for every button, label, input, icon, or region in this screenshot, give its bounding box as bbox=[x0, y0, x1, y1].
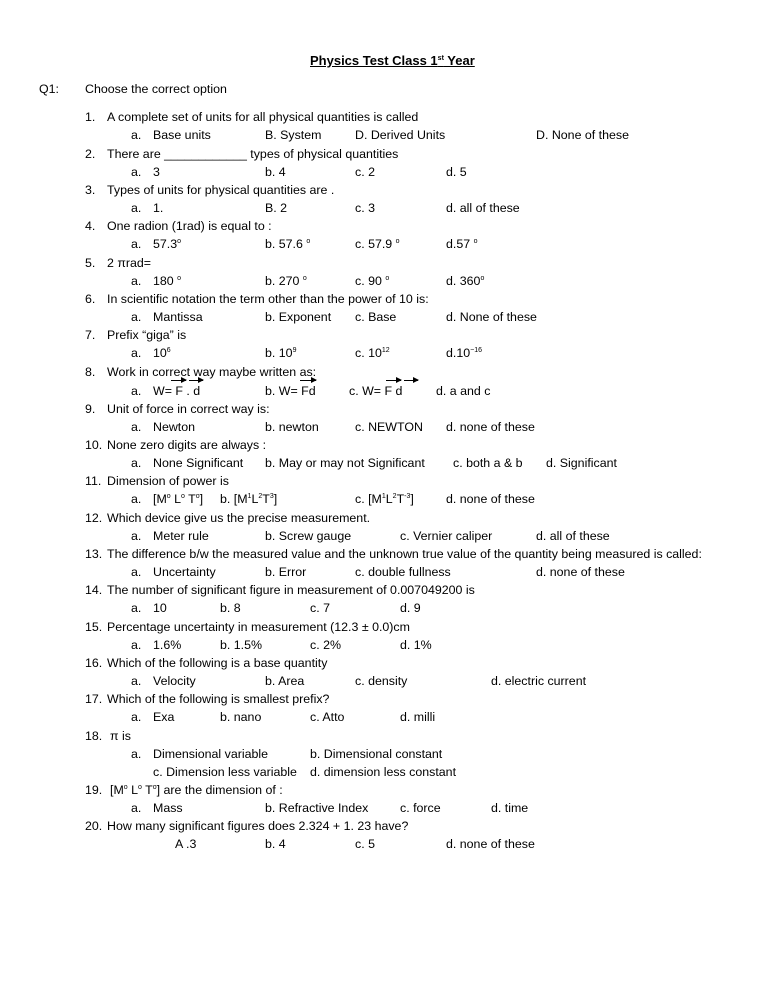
option-d: d. 9 bbox=[400, 601, 421, 615]
vector-arrow-icon bbox=[171, 380, 186, 381]
question-text: [$M^o$ $L^o$ $T^o$] are the dimension of : bbox=[110, 783, 283, 797]
question-number: 17. bbox=[85, 692, 103, 706]
vector-arrow-icon bbox=[404, 380, 418, 381]
option-c: c. $10^{12}$ bbox=[355, 346, 390, 360]
option-marker: a. bbox=[131, 346, 142, 360]
option-marker: a. bbox=[131, 128, 142, 142]
option-b: b. 4 bbox=[265, 165, 286, 179]
question-number: 3. bbox=[85, 183, 96, 197]
option-c: c. double fullness bbox=[355, 565, 451, 579]
section-instruction: Choose the correct option bbox=[85, 82, 227, 96]
option-b: b. 1.5% bbox=[220, 638, 263, 652]
option-marker: a. bbox=[131, 674, 142, 688]
option-marker: a. bbox=[131, 456, 142, 470]
option-b: b. Refractive Index bbox=[265, 801, 369, 815]
question-number: 15. bbox=[85, 620, 103, 634]
question-section-label: Q1: bbox=[39, 82, 59, 96]
option-d: d. dimension less constant bbox=[310, 765, 457, 779]
option-c: c. NEWTON bbox=[355, 420, 423, 434]
option-a: Mass bbox=[153, 801, 183, 815]
question-text: Which of the following is a base quantity bbox=[107, 656, 328, 670]
option-d: d. 5 bbox=[446, 165, 467, 179]
option-a: [$M^o$ $L^o$ $T^o$] bbox=[153, 492, 204, 506]
page-title: Physics Test Class 1st Year bbox=[310, 53, 475, 68]
question-text: Types of units for physical quantities are . bbox=[107, 183, 335, 197]
question-text: 2 πrad= bbox=[107, 256, 152, 270]
question-number: 4. bbox=[85, 219, 96, 233]
option-c: c. density bbox=[355, 674, 408, 688]
question-number: 6. bbox=[85, 292, 96, 306]
option-marker: a. bbox=[131, 384, 142, 398]
option-d: d. none of these bbox=[446, 492, 535, 506]
option-marker: a. bbox=[131, 801, 142, 815]
question-text: One radion (1rad) is equal to : bbox=[107, 219, 272, 233]
option-c: c. 2 bbox=[355, 165, 375, 179]
question-text: In scientific notation the term other than the power of 10 is: bbox=[107, 292, 429, 306]
option-a: Newton bbox=[153, 420, 196, 434]
option-c: c. both a & b bbox=[453, 456, 523, 470]
question-text: Unit of force in correct way is: bbox=[107, 402, 270, 416]
question-number: 19. bbox=[85, 783, 103, 797]
option-c: c. Base bbox=[355, 310, 397, 324]
option-a: 3 bbox=[153, 165, 160, 179]
question-text: π is bbox=[110, 729, 131, 743]
question-text: Which device give us the precise measurement. bbox=[107, 511, 371, 525]
option-marker: a. bbox=[131, 565, 142, 579]
option-b: b. Screw gauge bbox=[265, 529, 352, 543]
question-text: The difference b/w the measured value and the unknown true value of the quantity being measured is called: bbox=[107, 547, 702, 561]
option-marker: a. bbox=[131, 420, 142, 434]
question-text: The number of significant figure in measurement of 0.007049200 is bbox=[107, 583, 475, 597]
question-number: 7. bbox=[85, 328, 96, 342]
question-number: 1. bbox=[85, 110, 96, 124]
option-b: b. May or may not Significant bbox=[265, 456, 425, 470]
option-c: D. Derived Units bbox=[355, 128, 446, 142]
question-text: There are ____________ types of physical quantities bbox=[107, 147, 399, 161]
question-number: 18. bbox=[85, 729, 103, 743]
option-c: c. W= F d bbox=[349, 384, 403, 398]
option-a: Meter rule bbox=[153, 529, 209, 543]
option-marker: a. bbox=[131, 310, 142, 324]
option-a: Velocity bbox=[153, 674, 196, 688]
option-b: b. 270 $^o$ bbox=[265, 274, 307, 288]
option-marker: a. bbox=[131, 638, 142, 652]
option-b: b. nano bbox=[220, 710, 262, 724]
option-a: Dimensional variable bbox=[153, 747, 269, 761]
question-text: Work in correct way maybe written as: bbox=[107, 365, 317, 379]
option-marker: a. bbox=[131, 529, 142, 543]
option-a: Exa bbox=[153, 710, 175, 724]
option-a: W= F . d bbox=[153, 384, 201, 398]
option-c: c. 2% bbox=[310, 638, 341, 652]
question-text: None zero digits are always : bbox=[107, 438, 267, 452]
question-text: Prefix “giga” is bbox=[107, 328, 187, 342]
option-c: c. Vernier caliper bbox=[400, 529, 493, 543]
option-c: c. Dimension less variable bbox=[153, 765, 297, 779]
question-number: 10. bbox=[85, 438, 103, 452]
vector-arrow-icon bbox=[189, 380, 203, 381]
option-a: None Significant bbox=[153, 456, 244, 470]
option-d: d. none of these bbox=[446, 837, 535, 851]
option-a: $10^6$ bbox=[153, 346, 171, 360]
option-a: 57.3$^o$ bbox=[153, 237, 182, 251]
option-b: b. W= Fd bbox=[265, 384, 316, 398]
option-c: c. 7 bbox=[310, 601, 330, 615]
question-text: Which of the following is smallest prefix? bbox=[107, 692, 330, 706]
question-number: 9. bbox=[85, 402, 96, 416]
option-d: d. all of these bbox=[446, 201, 520, 215]
option-b: B. 2 bbox=[265, 201, 288, 215]
option-d: d.57 $^o$ bbox=[446, 237, 478, 251]
option-b: B. System bbox=[265, 128, 322, 142]
option-d: d. electric current bbox=[491, 674, 587, 688]
option-b: b. Dimensional constant bbox=[310, 747, 443, 761]
question-text: How many significant figures does 2.324 + 1. 23 have? bbox=[107, 819, 409, 833]
option-marker: a. bbox=[131, 601, 142, 615]
option-d: d. a and c bbox=[436, 384, 491, 398]
option-b: b. 4 bbox=[265, 837, 286, 851]
option-marker: a. bbox=[131, 274, 142, 288]
option-b: b. Error bbox=[265, 565, 307, 579]
option-d: d. all of these bbox=[536, 529, 610, 543]
vector-arrow-icon bbox=[300, 380, 316, 381]
option-b: b. Exponent bbox=[265, 310, 332, 324]
vector-arrow-icon bbox=[386, 380, 401, 381]
option-a: 1. bbox=[153, 201, 164, 215]
option-d: D. None of these bbox=[536, 128, 629, 142]
option-marker: a. bbox=[131, 710, 142, 724]
option-d: $d.10^{-16}$ bbox=[446, 346, 482, 360]
question-number: 20. bbox=[85, 819, 103, 833]
option-c: c. $[M^1L^2T^{-3}]$ bbox=[355, 492, 414, 506]
option-c: c. Atto bbox=[310, 710, 345, 724]
question-text: A complete set of units for all physical quantities is called bbox=[107, 110, 419, 124]
option-b: b. newton bbox=[265, 420, 319, 434]
question-number: 14. bbox=[85, 583, 103, 597]
question-number: 2. bbox=[85, 147, 96, 161]
option-b: b. $[M^1L^2T^3]$ bbox=[220, 492, 278, 506]
option-c: c. 3 bbox=[355, 201, 375, 215]
option-marker: a. bbox=[131, 492, 142, 506]
option-b: b. Area bbox=[265, 674, 305, 688]
option-d: d. time bbox=[491, 801, 529, 815]
option-c: c. force bbox=[400, 801, 441, 815]
option-a: Base units bbox=[153, 128, 211, 142]
option-a: 180 $^o$ bbox=[153, 274, 182, 288]
option-b: b. 8 bbox=[220, 601, 241, 615]
question-text: Percentage uncertainty in measurement (12.3 ± 0.0)cm bbox=[107, 620, 410, 634]
question-number: 16. bbox=[85, 656, 103, 670]
option-b: b. $10^9$ bbox=[265, 346, 297, 360]
option-d: d. none of these bbox=[536, 565, 625, 579]
option-a: Mantissa bbox=[153, 310, 203, 324]
option-a: Uncertainty bbox=[153, 565, 216, 579]
question-number: 11. bbox=[85, 474, 102, 488]
question-number: 13. bbox=[85, 547, 103, 561]
option-marker: a. bbox=[131, 201, 142, 215]
option-c: c. 57.9 $^o$ bbox=[355, 237, 400, 251]
question-text: Dimension of power is bbox=[107, 474, 229, 488]
option-d: d. none of these bbox=[446, 420, 535, 434]
question-number: 5. bbox=[85, 256, 96, 270]
option-d: d. None of these bbox=[446, 310, 537, 324]
option-marker: a. bbox=[131, 237, 142, 251]
option-marker: a. bbox=[131, 165, 142, 179]
option-d: d. 360$^o$ bbox=[446, 274, 485, 288]
option-c: c. 90 $^o$ bbox=[355, 274, 390, 288]
question-number: 8. bbox=[85, 365, 96, 379]
option-a: 10 bbox=[153, 601, 167, 615]
option-b: b. 57.6 $^o$ bbox=[265, 237, 311, 251]
option-a: 1.6% bbox=[153, 638, 182, 652]
option-c: c. 5 bbox=[355, 837, 375, 851]
option-marker: a. bbox=[131, 747, 142, 761]
option-a: A .3 bbox=[175, 837, 197, 851]
option-d: d. Significant bbox=[546, 456, 617, 470]
option-d: d. milli bbox=[400, 710, 436, 724]
question-number: 12. bbox=[85, 511, 103, 525]
option-d: d. 1% bbox=[400, 638, 432, 652]
